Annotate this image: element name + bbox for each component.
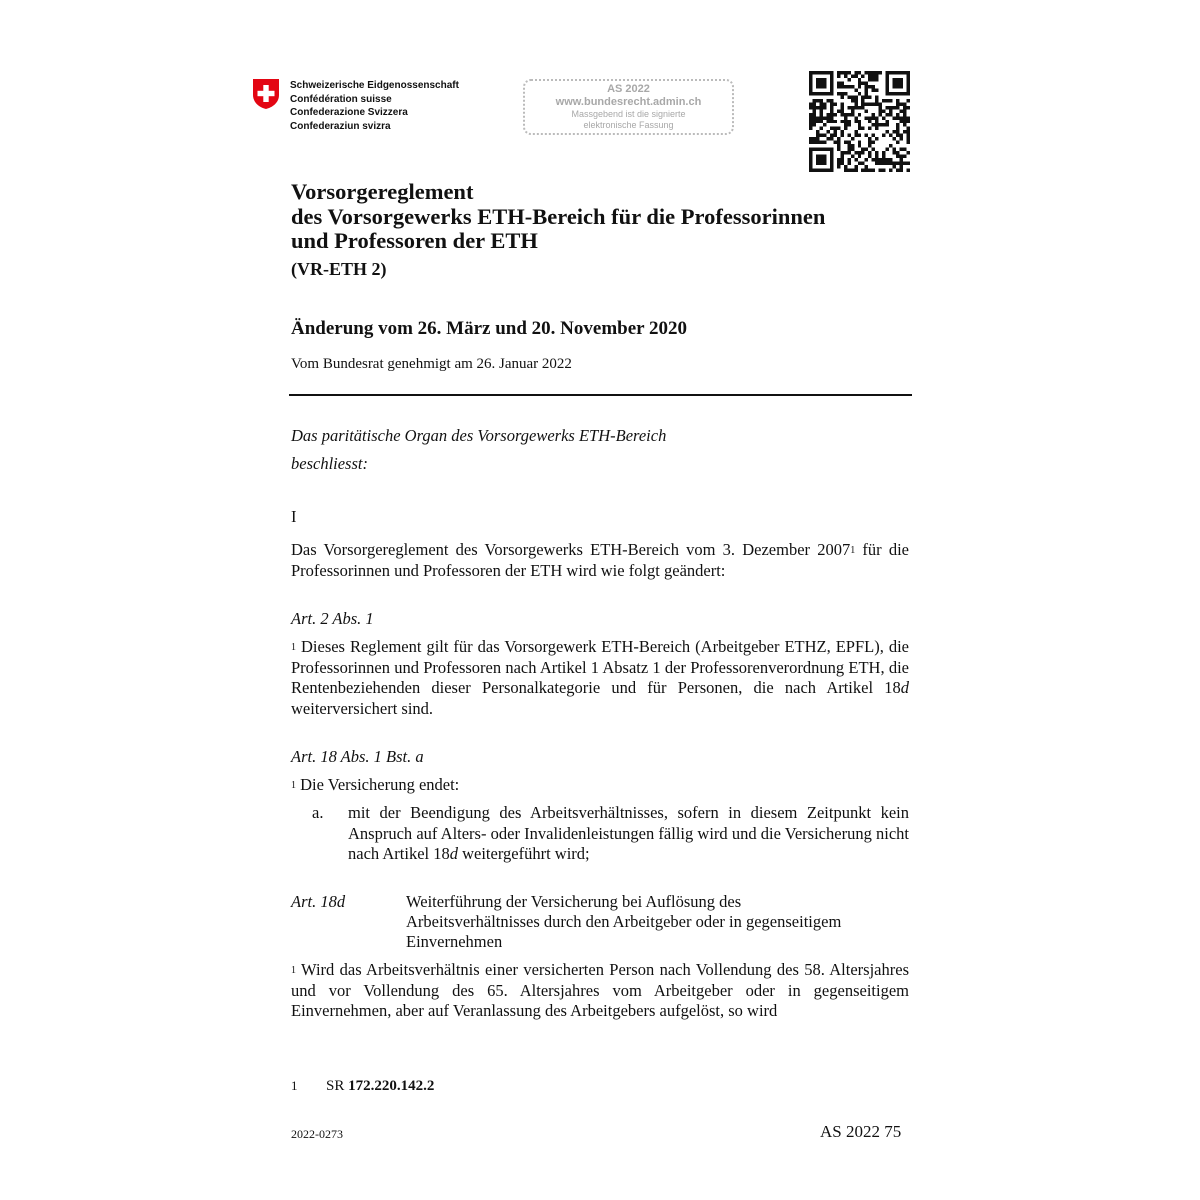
- list-item-text: [348, 803, 909, 865]
- paragraph-number: 1: [291, 642, 296, 653]
- stamp-line-1: AS 2022: [607, 83, 650, 95]
- paragraph-text: Das Vorsorgereglement des Vorsorgewerks ETH-Bereich vom 3. Dezember 2007: [291, 540, 851, 559]
- confederation-name-it: Confederazione Svizzera: [290, 107, 408, 118]
- stamp-line-4: elektronische Fassung: [583, 120, 674, 130]
- official-compilation-reference: AS 2022 75: [820, 1122, 902, 1141]
- title-line-1: Vorsorgereglement: [291, 179, 474, 204]
- paragraph-number: 1: [291, 965, 296, 976]
- paragraph-number: 1: [291, 780, 296, 791]
- article-letter: d: [900, 678, 909, 697]
- footnote-text: [326, 1078, 434, 1095]
- paragraph-text: Wird das Arbeitsverhältnis einer versicherten Person nach Vollendung des 58. Altersjahres und vor Vollendung des 65. Altersjahres vom Arbeitgeber oder in gegenseitigem Einvernehmen, aber auf Veranlassung des Arbeitgebers aufgelöst, so wird: [291, 960, 909, 1020]
- official-source-stamp: [523, 79, 734, 135]
- document-number: 2022-0273: [291, 1127, 343, 1141]
- title-line-3: und Professoren der ETH: [291, 228, 538, 253]
- divider: [289, 394, 912, 396]
- title-abbreviation: (VR-ETH 2): [291, 259, 387, 279]
- paragraph-text: Die Versicherung endet:: [296, 775, 460, 794]
- confederation-names: [290, 79, 459, 133]
- article-18d-title-line: Einvernehmen: [406, 932, 503, 951]
- footnote-number: 1: [291, 1078, 298, 1093]
- article-letter: d: [449, 844, 458, 863]
- article-2-paragraph: [291, 637, 909, 719]
- enacting-clause: [291, 422, 666, 478]
- section-numeral: I: [291, 507, 297, 526]
- title-line-2: des Vorsorgewerks ETH-Bereich für die Professorinnen: [291, 203, 826, 229]
- enacting-clause-line-1: Das paritätische Organ des Vorsorgewerks ETH-Bereich: [291, 426, 667, 445]
- confederation-name-fr: Confédération suisse: [290, 93, 392, 105]
- swiss-flag-icon: [252, 78, 280, 110]
- confederation-name-de: Schweizerische Eidgenossenschaft: [290, 80, 459, 91]
- article-18d-title-line: Weiterführung der Versicherung bei Auflösung des: [406, 892, 742, 911]
- paragraph-text: für die Professorinnen und Professoren der ETH wird wie folgt geändert:: [291, 540, 909, 580]
- article-heading-2: Art. 2 Abs. 1: [291, 609, 374, 628]
- list-item-letter: a.: [312, 803, 324, 822]
- article-heading-18: Art. 18 Abs. 1 Bst. a: [291, 747, 424, 766]
- stamp-line-2: www.bundesrecht.admin.ch: [555, 96, 702, 108]
- footnote-marker: 1: [850, 545, 856, 556]
- qr-code-icon: [809, 71, 910, 172]
- stamp-line-3: Massgebend ist die signierte: [571, 109, 686, 119]
- document-title: [291, 180, 931, 254]
- footnote-reference: 172.220.142.2: [348, 1078, 435, 1094]
- list-item-text-part: mit der Beendigung des Arbeitsverhältnisses, sofern in diesem Zeitpunkt kein Anspruch auf Alters- oder Invalidenleistungen fällig wird und die Versicherung nicht nach Artikel 18: [348, 803, 909, 863]
- paragraph-text: weiterversichert sind.: [291, 698, 434, 718]
- footnote-prefix: SR: [326, 1078, 349, 1094]
- article-18-paragraph: [291, 775, 909, 796]
- amendment-intro-paragraph: [291, 540, 909, 581]
- article-heading-18d: Art. 18d: [291, 892, 346, 911]
- list-item-text-part: weitergeführt wird;: [457, 844, 590, 863]
- paragraph-text: Dieses Reglement gilt für das Vorsorgewerk ETH-Bereich (Arbeitgeber ETHZ, EPFL), die Professorinnen und Professoren nach Artikel 1 Absatz 1 der Professorenverordnung ETH, die Rentenbeziehenden dieser Personalkategorie und für Personen, die nach Artikel 18: [291, 637, 909, 697]
- article-18d-title-line: Arbeitsverhältnisses durch den Arbeitgeber oder in gegenseitigem: [406, 912, 842, 931]
- approval-note: Vom Bundesrat genehmigt am 26. Januar 2022: [291, 356, 572, 372]
- article-18d-paragraph: [291, 960, 909, 1022]
- article-18d-title: [406, 892, 909, 952]
- amendment-date: Änderung vom 26. März und 20. November 2020: [291, 318, 688, 339]
- enacting-clause-line-2: beschliesst:: [291, 454, 368, 473]
- confederation-name-rm: Confederaziun svizra: [290, 120, 391, 132]
